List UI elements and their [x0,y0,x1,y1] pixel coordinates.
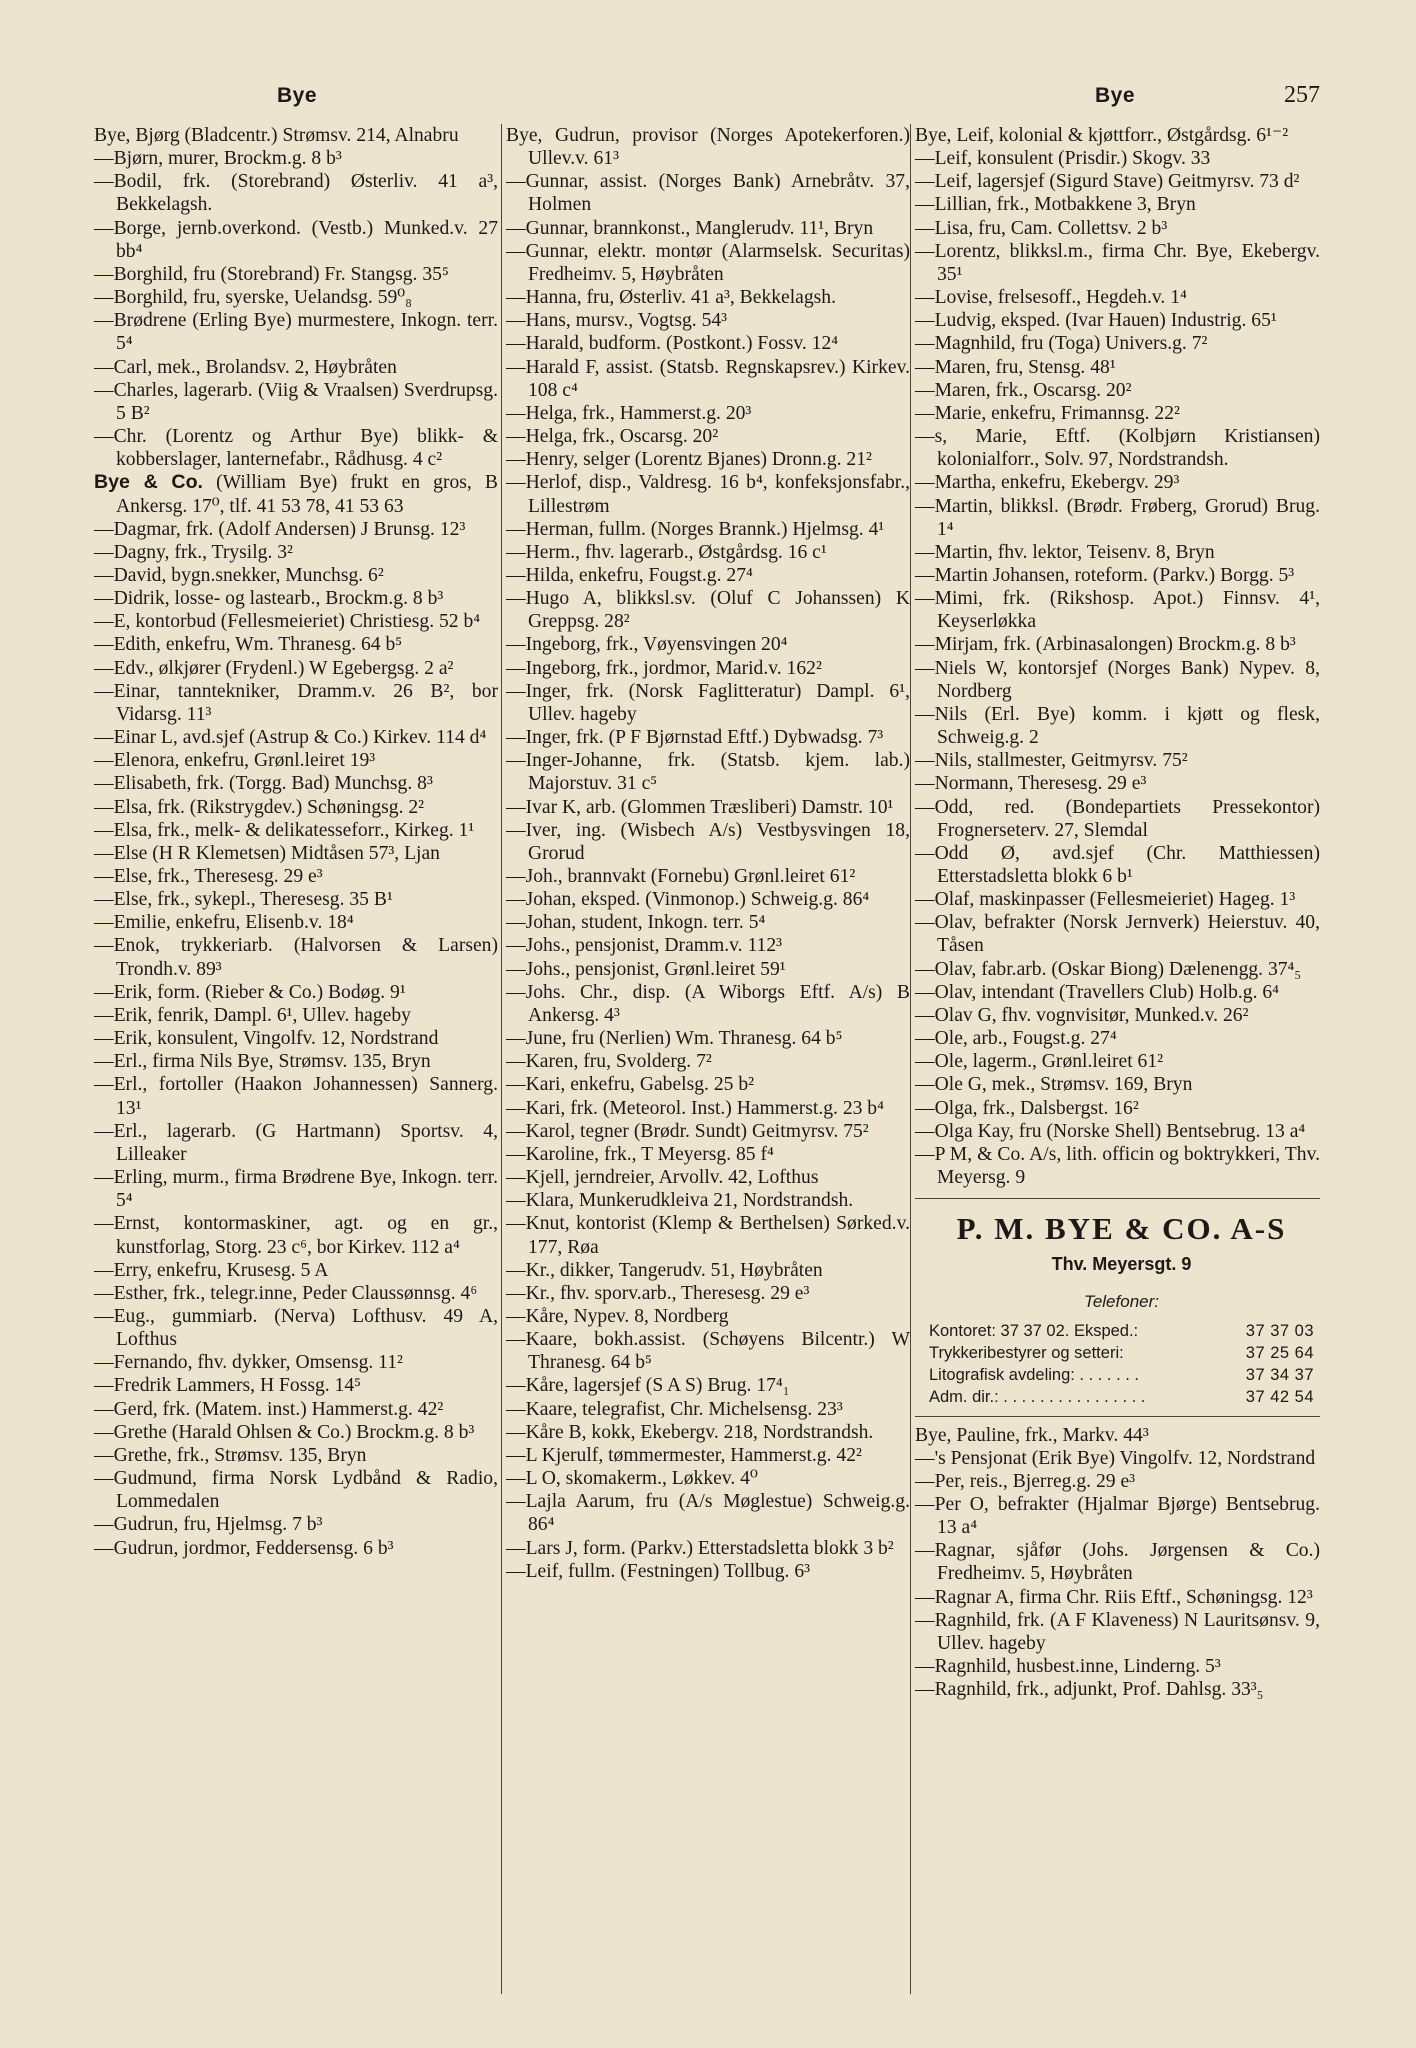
advert-telephone-row [929,1320,1314,1342]
directory-entry: —P M, & Co. A/s, lith. officin og boktrykkeri, Thv. Meyersg. 9 [915,1143,1320,1189]
advert-telephone-row [929,1342,1314,1364]
directory-entry: —Martin, fhv. lektor, Teisenv. 8, Bryn [915,541,1215,563]
directory-entry: —Ludvig, eksped. (Ivar Hauen) Industrig. 65¹ [915,310,1277,332]
directory-column-3-top [915,124,1320,1189]
firm-name-bold: Bye & Co. [94,471,203,494]
directory-entry: —Elisabeth, frk. (Torgg. Bad) Munchsg. 8³ [94,773,433,795]
directory-column-2 [506,124,910,1583]
directory-entry: —Olav, fabr.arb. (Oskar Biong) Dælenengg. 37⁴₅ [915,958,1302,980]
directory-entry: —Ragnhild, frk. (A F Klaveness) N Lauritsønsv. 9, Ullev. hageby [915,1609,1320,1654]
advert-telephone-number: 37 25 64 [1245,1343,1314,1362]
directory-entry: —Else (H R Klemetsen) Midtåsen 57³, Ljan [94,842,440,864]
column-divider [501,124,502,1994]
directory-entry: —Helga, frk., Oscarsg. 20² [506,426,719,448]
directory-entry: —Olga, frk., Dalsbergst. 16² [915,1097,1139,1119]
directory-entry: —Erl., lagerarb. (G Hartmann) Sportsv. 4, Lilleaker [94,1120,498,1165]
directory-entry: —Dagny, frk., Trysilg. 3² [94,541,293,563]
directory-entry: —Johs., pensjonist, Dramm.v. 112³ [506,935,783,957]
directory-entry: —Joh., brannvakt (Fornebu) Grønl.leiret 61² [506,866,856,887]
directory-entry: —Kåre, lagersjef (S A S) Brug. 17⁴₁ [506,1375,790,1397]
directory-entry: —Dagmar, frk. (Adolf Andersen) J Brunsg. 12³ [94,518,466,540]
directory-entry: —Elsa, frk., melk- & delikatesseforr., Kirkeg. 1¹ [94,819,475,841]
directory-entry: —'s Pensjonat (Erik Bye) Vingolfv. 12, Nordstrand [915,1447,1316,1469]
running-head-right: Bye [1095,84,1136,107]
directory-entry: —Bjørn, murer, Brockm.g. 8 b³ [94,148,342,170]
directory-entry: —Chr. (Lorentz og Arthur Bye) blikk- & kobberslager, lanternefabr., Rådhusg. 4 c² [94,426,498,471]
directory-entry: —Erik, fenrik, Dampl. 6¹, Ullev. hageby [94,1004,411,1026]
advert-telephone-label: Trykkeribestyrer og setteri: [929,1343,1124,1362]
directory-entry: —Maren, fru, Stensg. 48¹ [915,356,1116,378]
directory-entry: —Johan, student, Inkogn. terr. 5⁴ [506,912,766,934]
directory-entry: —Borghild, fru, syerske, Uelandsg. 59⁰₈ [94,287,412,309]
directory-entry: —Inger-Johanne, frk. (Statsb. kjem. lab.) Majorstuv. 31 c⁵ [506,750,910,795]
directory-entry: —s, Marie, Eftf. (Kolbjørn Kristiansen) kolonialforr., Solv. 97, Nordstrandsh. [915,426,1320,471]
directory-entry: Bye, Bjørg (Bladcentr.) Strømsv. 214, Alnabru [94,125,459,146]
directory-entry: —Kaare, telegrafist, Chr. Michelsensg. 23³ [506,1398,843,1420]
directory-entry: —Borghild, fru (Storebrand) Fr. Stangsg. 35⁵ [94,263,449,285]
advert-telephone-number: 37 42 54 [1245,1387,1314,1406]
directory-entry: —Herman, fullm. (Norges Brannk.) Hjelmsg. 4¹ [506,518,885,540]
directory-entry: —L Kjerulf, tømmermester, Hammerst.g. 42² [506,1444,862,1466]
directory-entry: —Borge, jernb.overkond. (Vestb.) Munked.v. 27 bb⁴ [94,217,498,262]
directory-entry: —Einar, tanntekniker, Dramm.v. 26 B², bor Vidarsg. 11³ [94,680,498,725]
directory-entry: —Erry, enkefru, Krusesg. 5 A [94,1259,329,1281]
advert-telephones-label: Telefoner: [1084,1292,1159,1312]
directory-entry: —Elenora, enkefru, Grønl.leiret 19³ [94,750,376,772]
directory-entry: —Magnhild, fru (Toga) Univers.g. 7² [915,333,1208,355]
advert-address: Thv. Meyersgt. 9 [1051,1254,1192,1275]
directory-entry: —Ole, lagerm., Grønl.leiret 61² [915,1051,1164,1073]
directory-entry: —Kr., fhv. sporv.arb., Theresesg. 29 e³ [506,1282,810,1304]
directory-entry: —Gunnar, elektr. montør (Alarmselsk. Securitas) Fredheimv. 5, Høybråten [506,240,910,285]
advert-telephone-number: 37 37 03 [1245,1321,1314,1340]
directory-entry: —Carl, mek., Brolandsv. 2, Høybråten [94,356,397,378]
directory-entry: —Fredrik Lammers, H Fossg. 14⁵ [94,1375,361,1397]
company-advertisement [915,1198,1320,1416]
directory-entry: —Mimi, frk. (Rikshosp. Apot.) Finnsv. 4¹, Keyserløkka [915,588,1320,633]
directory-entry: —Gudrun, jordmor, Feddersensg. 6 b³ [94,1537,394,1559]
directory-entry: —Knut, kontorist (Klemp & Berthelsen) Sørked.v. 177, Røa [506,1213,910,1258]
directory-entry: —Ragnhild, frk., adjunkt, Prof. Dahlsg. 33³₅ [915,1679,1264,1701]
directory-column-1 [94,124,498,1560]
directory-entry: —Per, reis., Bjerreg.g. 29 e³ [915,1470,1136,1492]
advert-telephone-label: Litografisk avdeling: . . . . . . . [929,1365,1140,1384]
directory-entry: —Iver, ing. (Wisbech A/s) Vestbysvingen 18, Grorud [506,819,910,864]
directory-entry: —Grethe (Harald Ohlsen & Co.) Brockm.g. 8 b³ [94,1421,475,1443]
directory-entry: —Odd, red. (Bondepartiets Pressekontor) Frognerseterv. 27, Slemdal [915,796,1320,841]
directory-entry: —Klara, Munkerudkleiva 21, Nordstrandsh. [506,1190,854,1212]
directory-entry: —Johan, eksped. (Vinmonop.) Schweig.g. 86⁴ [506,889,870,911]
directory-entry: —Kr., dikker, Tangerudv. 51, Høybråten [506,1259,823,1281]
directory-entry: Bye, Pauline, frk., Markv. 44³ [915,1424,1149,1446]
directory-entry: —Martin Johansen, roteform. (Parkv.) Borgg. 5³ [915,564,1295,586]
directory-entry: —Nils, stallmester, Geitmyrsv. 75² [915,750,1188,772]
directory-entry: —Einar L, avd.sjef (Astrup & Co.) Kirkev. 114 d⁴ [94,727,487,749]
directory-entry: —Didrik, losse- og lastearb., Brockm.g. 8 b³ [94,588,444,610]
directory-entry: —Martha, enkefru, Ekebergv. 29³ [915,472,1180,494]
directory-entry: Bye & Co. (William Bye) frukt en gros, B Ankersg. 17⁰, tlf. 41 53 78, 41 53 63 [94,471,499,517]
directory-entry: —Hans, mursv., Vogtsg. 54³ [506,310,728,332]
advert-telephone-number: 37 34 37 [1245,1365,1314,1384]
directory-entry: —Erling, murm., firma Brødrene Bye, Inkogn. terr. 5⁴ [94,1167,498,1212]
directory-entry: —Ivar K, arb. (Glommen Træsliberi) Damstr. 10¹ [506,796,894,818]
directory-entry: —Marie, enkefru, Frimannsg. 22² [915,402,1180,424]
directory-entry: —Erl., firma Nils Bye, Strømsv. 135, Bryn [94,1051,431,1073]
directory-entry: —Gunnar, brannkonst., Manglerudv. 11¹, Bryn [506,217,874,239]
column-divider [910,124,911,1994]
directory-entry: —Olga Kay, fru (Norske Shell) Bentsebrug. 13 a⁴ [915,1120,1306,1142]
directory-entry: —Johs., pensjonist, Grønl.leiret 59¹ [506,958,786,980]
directory-entry: —Charles, lagerarb. (Viig & Vraalsen) Sverdrupsg. 5 B² [94,379,498,424]
directory-entry: —Hugo A, blikksl.sv. (Oluf C Johanssen) K Greppsg. 28² [506,588,910,633]
directory-entry: Bye, Leif, kolonial & kjøttforr., Østgårdsg. 6¹⁻² [915,125,1289,146]
directory-entry: —Gudmund, firma Norsk Lydbånd & Radio, Lommedalen [94,1468,498,1513]
directory-entry: —Nils (Erl. Bye) komm. i kjøtt og flesk, Schweig.g. 2 [915,703,1320,749]
advert-telephone-label: Adm. dir.: . . . . . . . . . . . . . . . . [929,1387,1146,1406]
directory-entry: —Gerd, frk. (Matem. inst.) Hammerst.g. 42² [94,1398,444,1420]
directory-entry: —Hilda, enkefru, Fougst.g. 27⁴ [506,564,753,586]
directory-entry: Bye, Gudrun, provisor (Norges Apotekerforen.) Ullev.v. 61³ [506,125,910,170]
directory-entry: —Olaf, maskinpasser (Fellesmeieriet) Hageg. 1³ [915,889,1296,911]
directory-entry: —Ragnhild, husbest.inne, Linderng. 5³ [915,1656,1221,1678]
advert-telephone-label: Kontoret: 37 37 02. Eksped.: [929,1321,1139,1340]
directory-column-3-bottom [915,1424,1320,1702]
directory-entry: —Helga, frk., Hammerst.g. 20³ [506,402,752,424]
directory-entry: —Inger, frk. (P F Bjørnstad Eftf.) Dybwadsg. 7³ [506,727,884,749]
directory-entry: —Herm., fhv. lagerarb., Østgårdsg. 16 c¹ [506,541,827,563]
directory-entry: —Leif, fullm. (Festningen) Tollbug. 6³ [506,1560,810,1582]
directory-entry: —Harald, budform. (Postkont.) Fossv. 12⁴ [506,333,839,355]
directory-entry: —Kari, enkefru, Gabelsg. 25 b² [506,1074,755,1096]
directory-entry: —Mirjam, frk. (Arbinasalongen) Brockm.g. 8 b³ [915,634,1296,656]
directory-entry: —Henry, selger (Lorentz Bjanes) Dronn.g. 21² [506,449,872,471]
directory-entry: —Enok, trykkeriarb. (Halvorsen & Larsen) Trondh.v. 89³ [94,935,498,980]
directory-entry: —Leif, konsulent (Prisdir.) Skogv. 33 [915,148,1211,170]
advert-telephone-row [929,1364,1314,1386]
directory-entry: —Eug., gummiarb. (Nerva) Lofthusv. 49 A, Lofthus [94,1305,498,1351]
directory-entry: —Ole, arb., Fougst.g. 27⁴ [915,1028,1117,1050]
directory-entry: —Ole G, mek., Strømsv. 169, Bryn [915,1074,1193,1096]
directory-entry: —Normann, Theresesg. 29 e³ [915,773,1147,795]
directory-entry: —Edv., ølkjører (Frydenl.) W Egebergsg. 2 a² [94,657,454,679]
directory-entry: —Edith, enkefru, Wm. Thranesg. 64 b⁵ [94,634,403,656]
directory-entry: —Karoline, frk., T Meyersg. 85 f⁴ [506,1143,774,1165]
directory-entry: —E, kontorbud (Fellesmeieriet) Christiesg. 52 b⁴ [94,611,481,633]
directory-entry: —Karol, tegner (Brødr. Sundt) Geitmyrsv. 75² [506,1120,869,1142]
directory-entry: —Esther, frk., telegr.inne, Peder Claussønnsg. 4⁶ [94,1282,478,1304]
directory-entry: —Erl., fortoller (Haakon Johannessen) Sannerg. 13¹ [94,1074,498,1119]
directory-entry: —Kari, frk. (Meteorol. Inst.) Hammerst.g. 23 b⁴ [506,1097,884,1119]
directory-entry: —David, bygn.snekker, Munchsg. 6² [94,564,384,586]
running-head-left: Bye [277,84,318,107]
directory-entry: —Kåre, Nypev. 8, Nordberg [506,1305,729,1327]
directory-entry: —Lillian, frk., Motbakkene 3, Bryn [915,194,1196,216]
directory-entry: —Johs. Chr., disp. (A Wiborgs Eftf. A/s) B Ankersg. 4³ [506,981,910,1026]
directory-entry: —Else, frk., sykepl., Theresesg. 35 B¹ [94,889,393,911]
directory-entry: —Maren, frk., Oscarsg. 20² [915,379,1132,401]
directory-entry: —Olav, befrakter (Norsk Jernverk) Heierstuv. 40, Tåsen [915,912,1320,957]
directory-entry: —Gunnar, assist. (Norges Bank) Arnebråtv. 37, Holmen [506,171,910,216]
directory-entry: —Kjell, jerndreier, Arvollv. 42, Lofthus [506,1167,819,1189]
directory-entry: —Bodil, frk. (Storebrand) Østerliv. 41 a³, Bekkelagsh. [94,171,498,216]
directory-entry: —Kåre B, kokk, Ekebergv. 218, Nordstrandsh. [506,1421,874,1443]
directory-entry: —Elsa, frk. (Rikstrygdev.) Schøningsg. 2² [94,796,425,818]
directory-entry: —Ragnar, sjåfør (Johs. Jørgensen & Co.) Fredheimv. 5, Høybråten [915,1540,1320,1585]
directory-entry: —Karen, fru, Svolderg. 7² [506,1051,712,1073]
directory-entry: —Grethe, frk., Strømsv. 135, Bryn [94,1444,367,1466]
directory-entry: —Fernando, fhv. dykker, Omsensg. 11² [94,1352,403,1374]
directory-entry: —Ingeborg, frk., Vøyensvingen 20⁴ [506,634,788,656]
directory-entry: —Per O, befrakter (Hjalmar Bjørge) Bentsebrug. 13 a⁴ [915,1493,1320,1539]
page-number: 257 [1284,82,1320,108]
directory-entry: —Lisa, fru, Cam. Collettsv. 2 b³ [915,217,1168,239]
directory-entry: —Martin, blikksl. (Brødr. Frøberg, Grorud) Brug. 1⁴ [915,495,1320,540]
directory-entry: —Ingeborg, frk., jordmor, Marid.v. 162² [506,657,822,679]
directory-entry: —Inger, frk. (Norsk Faglitteratur) Dampl. 6¹, Ullev. hageby [506,680,910,725]
directory-entry: —Olav, intendant (Travellers Club) Holb.g. 6⁴ [915,981,1280,1003]
directory-entry: —Kaare, bokh.assist. (Schøyens Bilcentr.) W Thranesg. 64 b⁵ [506,1329,910,1374]
advert-telephone-row [929,1386,1314,1408]
directory-entry: —Lovise, frelsesoff., Hegdeh.v. 1⁴ [915,287,1187,309]
directory-column-3 [915,124,1320,1701]
directory-entry: —L O, skomakerm., Løkkev. 4⁰ [506,1468,758,1490]
directory-entry: —Lajla Aarum, fru (A/s Møglestue) Schweig.g. 86⁴ [506,1491,910,1536]
directory-entry: —Emilie, enkefru, Elisenb.v. 18⁴ [94,912,354,934]
directory-entry: —Harald F, assist. (Statsb. Regnskapsrev.) Kirkev. 108 c⁴ [506,356,910,401]
directory-entry: —Brødrene (Erling Bye) murmestere, Inkogn. terr. 5⁴ [94,310,498,355]
advert-title: P. M. BYE & CO. A-S [956,1211,1287,1247]
directory-entry: —Erik, form. (Rieber & Co.) Bodøg. 9¹ [94,981,406,1003]
directory-entry: —Leif, lagersjef (Sigurd Stave) Geitmyrsv. 73 d² [915,171,1300,193]
directory-entry: —Lorentz, blikksl.m., firma Chr. Bye, Ekebergv. 35¹ [915,240,1320,285]
directory-entry: —Hanna, fru, Østerliv. 41 a³, Bekkelagsh. [506,287,836,309]
directory-entry: —Gudrun, fru, Hjelmsg. 7 b³ [94,1514,323,1536]
directory-entry: —Olav G, fhv. vognvisitør, Munked.v. 26² [915,1004,1249,1026]
directory-entry: —Niels W, kontorsjef (Norges Bank) Nypev. 8, Nordberg [915,657,1320,702]
directory-entry: —Ragnar A, firma Chr. Riis Eftf., Schøningsg. 12³ [915,1586,1313,1608]
directory-entry: —Ernst, kontormaskiner, agt. og en gr., kunstforlag, Storg. 23 c⁶, bor Kirkev. 112 a⁴ [94,1213,498,1258]
directory-entry: —Odd Ø, avd.sjef (Chr. Matthiessen) Etterstadsletta blokk 6 b¹ [915,842,1320,887]
directory-entry: —Erik, konsulent, Vingolfv. 12, Nordstrand [94,1028,439,1050]
directory-entry: —June, fru (Nerlien) Wm. Thranesg. 64 b⁵ [506,1028,843,1050]
advert-telephone-list [929,1320,1314,1408]
directory-entry: —Lars J, form. (Parkv.) Etterstadsletta blokk 3 b² [506,1537,894,1559]
directory-entry: —Else, frk., Theresesg. 29 e³ [94,866,323,887]
directory-entry: —Herlof, disp., Valdresg. 16 b⁴, konfeksjonsfabr., Lillestrøm [506,472,910,517]
